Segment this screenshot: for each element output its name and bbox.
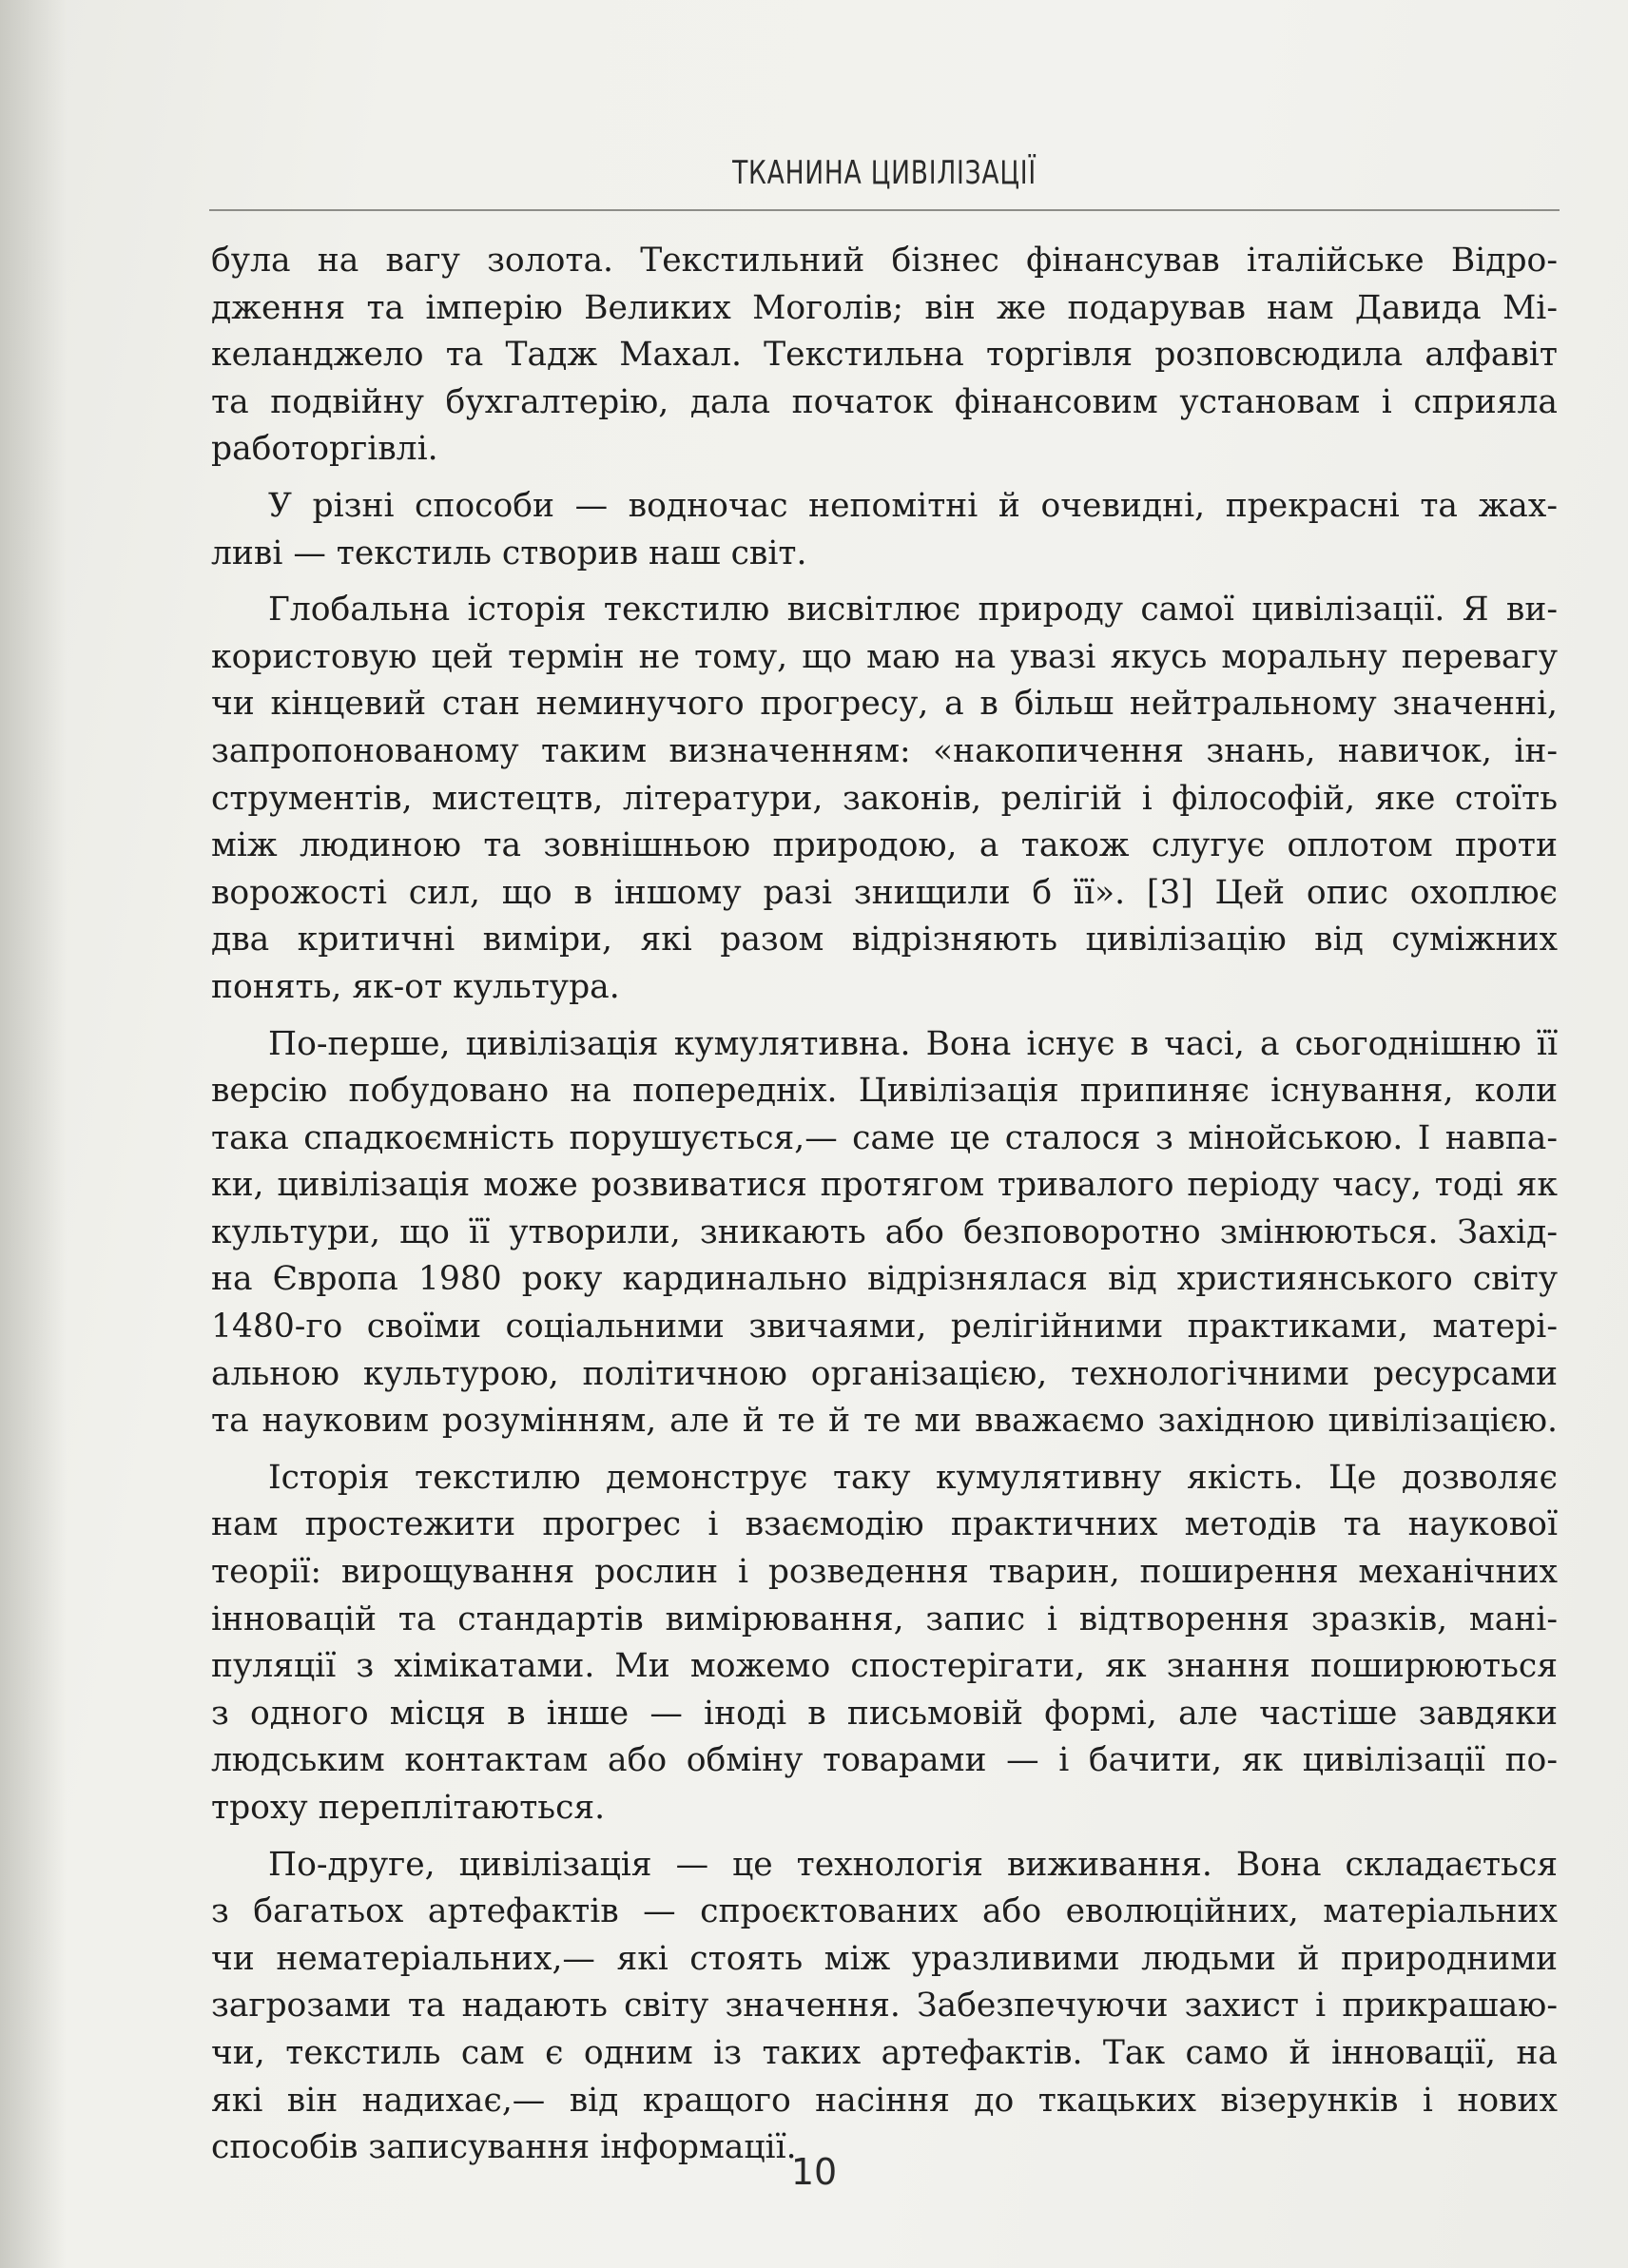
text-line: У різні способи — водночас непомітні й очевидні, прекрасні та жах-	[268, 486, 1558, 525]
running-head-rule	[209, 209, 1560, 211]
body-text	[211, 238, 1558, 2172]
paragraph	[211, 483, 1558, 577]
text-line: пуляції з хімікатами. Ми можемо спостерігати, як знання поширюються	[211, 1647, 1558, 1686]
text-line: та науковим розумінням, але й те й те ми вважаємо західною цивілізацією.	[211, 1402, 1558, 1441]
text-line: Глобальна історія текстилю висвітлює природу самої цивілізації. Я ви-	[268, 591, 1558, 630]
paragraph	[211, 1842, 1558, 2172]
text-line: нам простежити прогрес і взаємодію практичних методів та наукової	[211, 1505, 1558, 1544]
paragraph	[211, 1021, 1558, 1445]
text-line: між людиною та зовнішньою природою, а також слугує оплотом проти	[211, 826, 1558, 865]
text-line: способів записування інформації.	[211, 2128, 797, 2167]
paragraph	[211, 1455, 1558, 1832]
paragraph	[211, 238, 1558, 474]
text-line: з одного місця в інше — іноді в письмовій формі, але частіше завдяки	[211, 1694, 1558, 1733]
page-number: 10	[790, 2151, 838, 2193]
text-line: культури, що її утворили, зникають або безповоротно змінюються. Захід-	[211, 1212, 1558, 1251]
text-line: які він надихає,— від кращого насіння до ткацьких візерунків і нових	[211, 2081, 1558, 2120]
text-line: келанджело та Тадж Махал. Текстильна торгівля розповсюдила алфавіт	[211, 336, 1558, 375]
text-line: альною культурою, політичною організацією, технологічними ресурсами	[211, 1354, 1558, 1393]
text-line: два критичні виміри, які разом відрізняють цивілізацію від суміжних	[211, 921, 1558, 960]
text-line: користовую цей термін не тому, що маю на увазі якусь моральну перевагу	[211, 637, 1558, 676]
text-line: чи нематеріальних,— які стоять між уразливими людьми й природними	[211, 1939, 1558, 1978]
text-line: Історія текстилю демонструє таку кумулятивну якість. Це дозволяє	[268, 1458, 1558, 1497]
running-head: ТКАНИНА ЦИВІЛІЗАЦІЇ	[732, 154, 1037, 192]
paragraph	[211, 587, 1558, 1011]
text-line: запропонованому таким визначенням: «накопичення знань, навичок, ін-	[211, 731, 1558, 770]
text-line: По-друге, цивілізація — це технологія виживання. Вона складається	[268, 1845, 1558, 1884]
text-line: 1480-го своїми соціальними звичаями, релігійними практиками, матері-	[211, 1308, 1558, 1347]
text-line: така спадкоємність порушується,— саме це сталося з мінойською. І навпа-	[211, 1118, 1558, 1157]
text-line: інновацій та стандартів вимірювання, запис і відтворення зразків, мані-	[211, 1599, 1558, 1638]
text-line: понять, як-от культура.	[211, 967, 620, 1006]
text-line: та подвійну бухгалтерію, дала початок фінансовим установам і сприяла	[211, 382, 1558, 421]
text-line: на Європа 1980 року кардинально відрізнялася від християнського світу	[211, 1260, 1558, 1299]
text-line: чи кінцевий стан неминучого прогресу, а в більш нейтральному значенні,	[211, 685, 1558, 724]
text-line: дження та імперію Великих Моголів; він же подарував нам Давида Мі-	[211, 288, 1558, 327]
text-line: струментів, мистецтв, літератури, законів, релігій і філософій, яке стоїть	[211, 779, 1558, 818]
text-line: ливі — текстиль створив наш світ.	[211, 533, 807, 572]
text-line: була на вагу золота. Текстильний бізнес фінансував італійське Відро-	[211, 242, 1558, 280]
text-line: работоргівлі.	[211, 430, 438, 469]
text-line: По-перше, цивілізація кумулятивна. Вона існує в часі, а сьогоднішню її	[268, 1024, 1558, 1063]
text-line: чи, текстиль сам є одним із таких артефактів. Так само й інновації, на	[211, 2033, 1558, 2072]
text-line: людським контактам або обміну товарами — і бачити, як цивілізації по-	[211, 1741, 1558, 1780]
text-line: ки, цивілізація може розвиватися протягом тривалого періоду часу, тоді як	[211, 1166, 1558, 1205]
text-line: теорії: вирощування рослин і розведення тварин, поширення механічних	[211, 1553, 1558, 1592]
text-line: ворожості сил, що в іншому разі знищили б її». [3] Цей опис охоплює	[211, 873, 1558, 912]
text-line: з багатьох артефактів — спроєктованих або еволюційних, матеріальних	[211, 1892, 1558, 1931]
text-line: загрозами та надають світу значення. Забезпечуючи захист і прикрашаю-	[211, 1987, 1558, 2026]
text-line: троху переплітаються.	[211, 1789, 606, 1827]
page-gutter-shadow	[0, 0, 67, 2268]
text-line: версію побудовано на попередніх. Цивілізація припиняє існування, коли	[211, 1072, 1558, 1111]
